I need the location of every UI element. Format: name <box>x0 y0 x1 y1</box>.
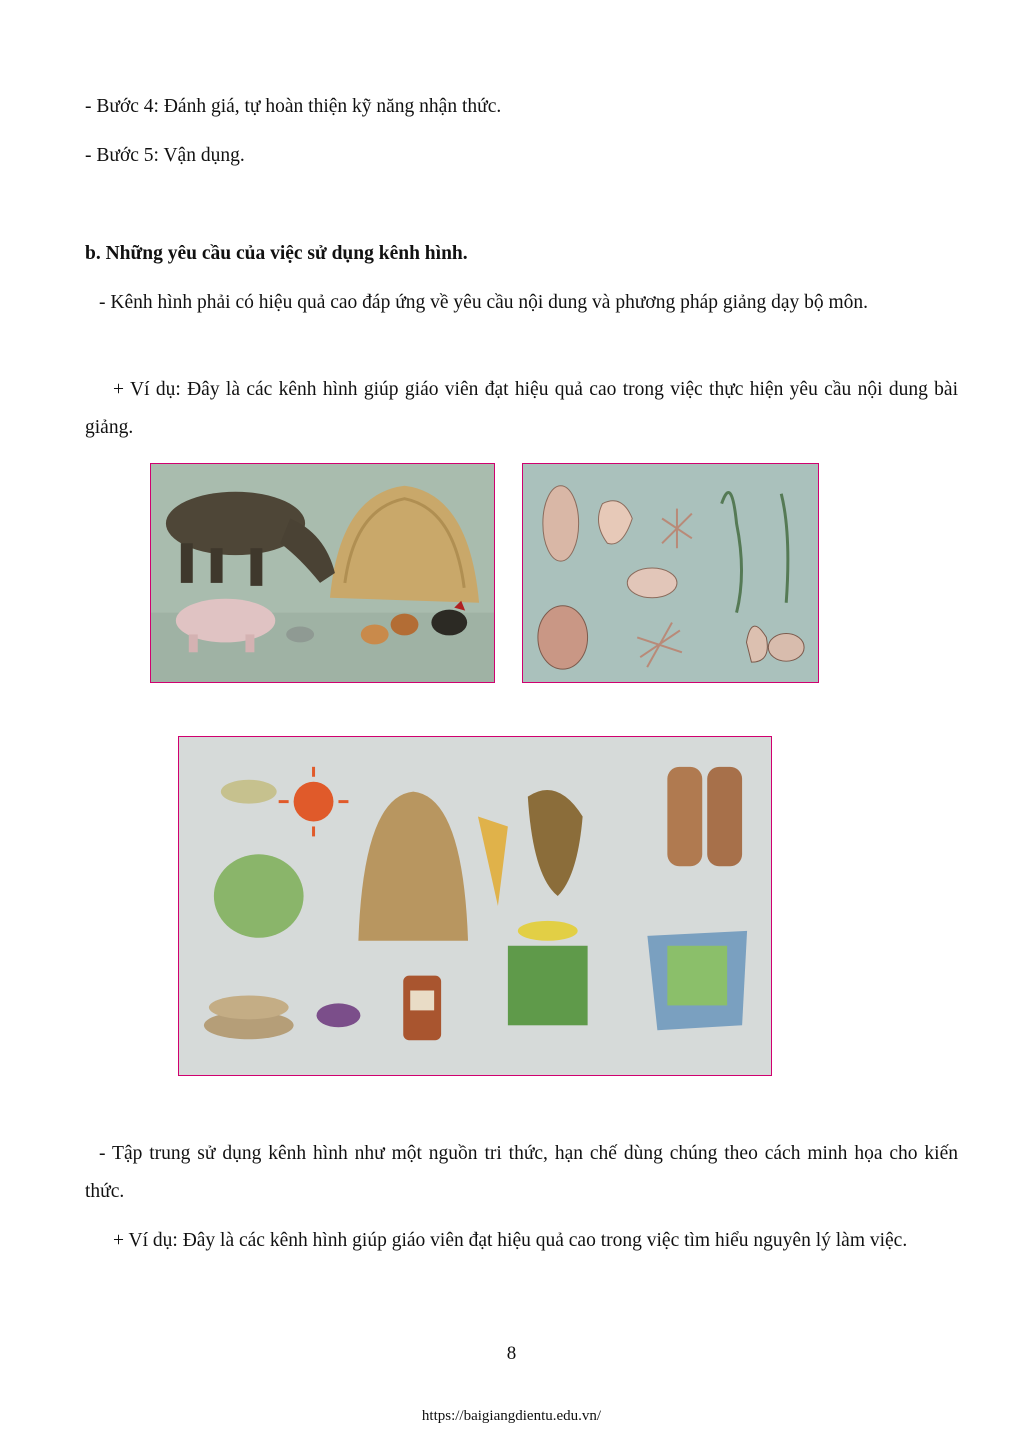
example-2: + Ví dụ: Đây là các kênh hình giúp giáo viên đạt hiệu quả cao trong việc tìm hiểu nguyên lý làm việc. <box>113 1230 908 1251</box>
livestock-feed-image <box>150 463 495 683</box>
requirement-2: - Tập trung sử dụng kênh hình như một nguồn tri thức, hạn chế dùng chúng theo cách minh họa cho kiến thức. <box>85 1143 958 1202</box>
step-4: - Bước 4: Đánh giá, tự hoàn thiện kỹ năng nhận thức. <box>85 96 502 117</box>
section-heading: b. Những yêu cầu của việc sử dụng kênh hình. <box>85 243 468 264</box>
page-number: 8 <box>506 1343 517 1364</box>
example-1: + Ví dụ: Đây là các kênh hình giúp giáo viên đạt hiệu quả cao trong việc thực hiện yêu cầu nội dung bài giảng. <box>85 379 958 438</box>
feed-sources-image <box>178 736 772 1076</box>
requirement-1: - Kênh hình phải có hiệu quả cao đáp ứng về yêu cầu nội dung và phương pháp giảng dạy bộ môn. <box>99 292 869 313</box>
footer-url[interactable]: https://baigiangdientu.edu.vn/ <box>421 1408 602 1424</box>
step-5: - Bước 5: Vận dụng. <box>85 145 245 166</box>
aquatic-organisms-image <box>522 463 819 683</box>
